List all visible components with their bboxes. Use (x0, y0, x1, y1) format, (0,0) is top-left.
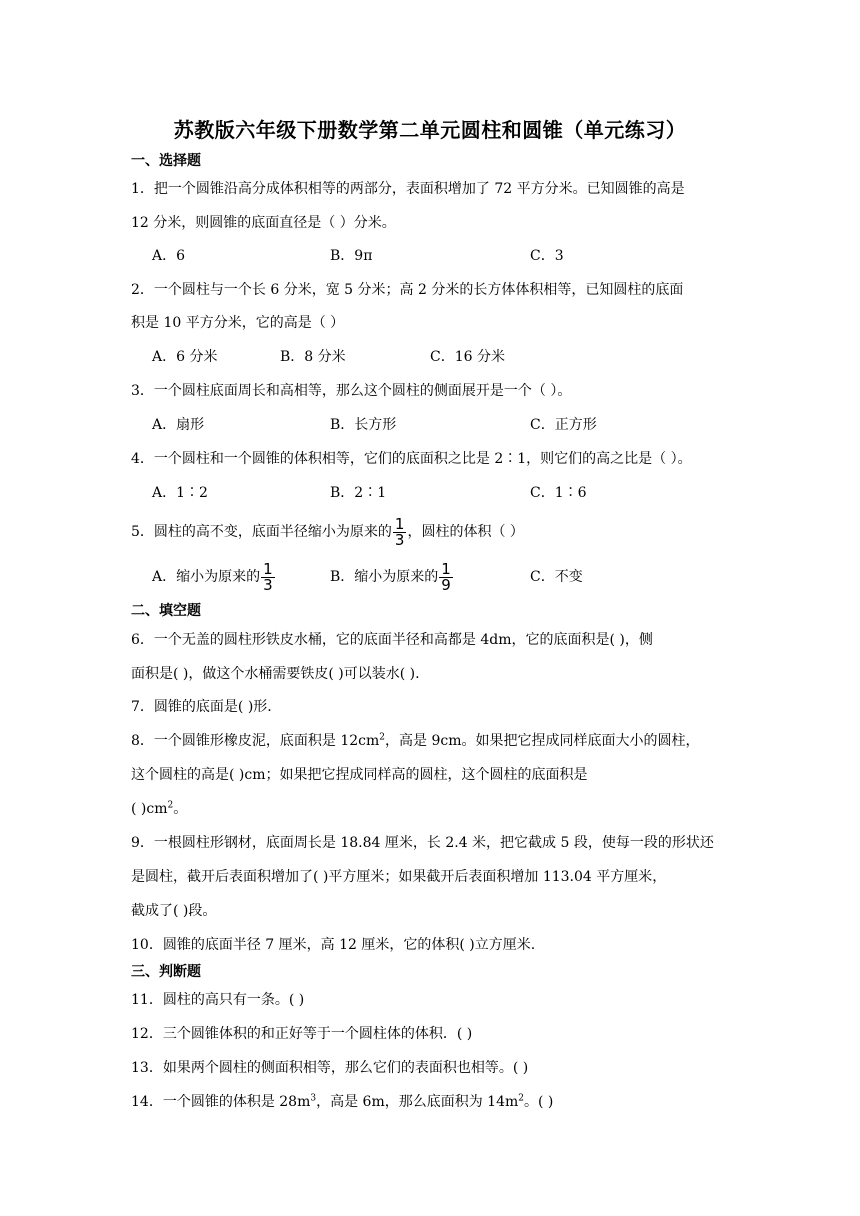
superscript-2: 2 (167, 800, 174, 811)
question-1-line-2: 12 分米，则圆锥的底面直径是（ ）分米。 (131, 215, 396, 231)
question-3-line-1: 3．一个圆柱底面周长和高相等，那么这个圆柱的侧面展开是一个（ ）。 (131, 383, 572, 399)
question-4-option-b: B．2∶1 (330, 485, 387, 501)
question-9-line-2: 是圆柱，截开后表面积增加了( )平方厘米；如果截开后表面积增加 113.04 平方厘米， (131, 869, 667, 885)
section-heading-choice: 一、选择题 (131, 153, 201, 169)
question-14-text-middle: ，高是 6m，那么底面积为 14m (316, 1094, 519, 1110)
question-2-option-a: A．6 分米 (152, 349, 218, 365)
question-4-line-1: 4．一个圆柱和一个圆锥的体积相等，它们的底面积之比是 2∶1，则它们的高之比是（ ）。 (131, 451, 692, 467)
superscript-3: 3 (310, 1093, 317, 1104)
question-8-blank: ( )cm (131, 801, 168, 817)
option-a-text: A．缩小为原来的 (152, 569, 261, 585)
page-title: 苏教版六年级下册数学第二单元圆柱和圆锥（单元练习） (173, 118, 687, 142)
section-heading-fill: 二、填空题 (131, 603, 201, 619)
question-13-line-1: 13．如果两个圆柱的侧面积相等，那么它们的表面积也相等。( ) (131, 1060, 529, 1076)
question-5-text-end: ，圆柱的体积（ ） (407, 524, 524, 540)
question-11-line-1: 11．圆柱的高只有一条。( ) (131, 992, 305, 1008)
fraction-one-third (393, 514, 407, 549)
question-2-option-c: C．16 分米 (430, 349, 505, 365)
question-7-line-1: 7．圆锥的底面是( )形. (131, 699, 272, 715)
question-9-line-3: 截成了( )段。 (131, 903, 217, 919)
question-6-line-1: 6．一个无盖的圆柱形铁皮水桶，它的底面半径和高都是 4dm，它的底面积是( )，侧 (131, 632, 653, 648)
question-5-text-start: 5．圆柱的高不变，底面半径缩小为原来的 (131, 524, 392, 540)
question-10-line-1: 10．圆锥的底面半径 7 厘米，高 12 厘米，它的体积( )立方厘米. (131, 937, 536, 953)
fraction-one-ninth (439, 559, 453, 594)
question-14-text-end: 。( ) (524, 1094, 554, 1110)
question-3-option-c: C．正方形 (530, 417, 597, 433)
question-1-option-a: A．6 (152, 248, 186, 264)
question-3-option-a: A．扇形 (152, 417, 205, 433)
superscript-2: 2 (379, 732, 386, 743)
question-1-option-b: B．9π (330, 248, 373, 264)
section-heading-judge: 三、判断题 (131, 964, 201, 980)
fraction-numerator: 1 (441, 559, 451, 578)
question-8-line-2: 这个圆柱的高是( )cm；如果把它捏成同样高的圆柱，这个圆柱的底面积是 (131, 767, 588, 783)
question-5-option-a (152, 561, 276, 593)
question-8-line-1 (131, 731, 700, 751)
question-4-option-c: C．1∶6 (530, 485, 587, 501)
superscript-2: 2 (518, 1093, 525, 1104)
question-9-line-1: 9．一根圆柱形钢材，底面周长是 18.84 厘米，长 2.4 米，把它截成 5 段，使每一段的形状还 (131, 835, 714, 851)
question-8-period: 。 (173, 801, 188, 817)
fraction-denominator: 3 (263, 575, 273, 594)
question-8-line-3 (131, 799, 187, 819)
fraction-denominator: 3 (394, 530, 405, 549)
question-5-line-1 (131, 516, 524, 548)
fraction-numerator: 1 (263, 559, 273, 578)
fraction-denominator: 9 (441, 575, 451, 594)
question-2-line-1: 2．一个圆柱与一个长 6 分米，宽 5 分米；高 2 分米的长方体体积相等，已知圆柱的底面 (131, 282, 684, 298)
fraction-one-third (261, 559, 275, 594)
question-5-option-b (330, 561, 454, 593)
question-8-text-end: ，高是 9cm。如果把它捏成同样底面大小的圆柱， (385, 733, 700, 749)
question-3-option-b: B．长方形 (330, 417, 397, 433)
question-5-option-c: C．不变 (530, 569, 583, 585)
question-4-option-a: A．1∶2 (152, 485, 208, 501)
question-1-line-1: 1．把一个圆锥沿高分成体积相等的两部分，表面积增加了 72 平方分米。已知圆锥的高是 (131, 181, 685, 197)
question-8-text-start: 8．一个圆锥形橡皮泥，底面积是 12cm (131, 733, 380, 749)
option-b-text: B．缩小为原来的 (330, 569, 439, 585)
fraction-numerator: 1 (394, 514, 405, 533)
question-6-line-2: 面积是( )，做这个水桶需要铁皮( )可以装水( ). (131, 666, 420, 682)
question-1-option-c: C．3 (530, 248, 564, 264)
question-2-option-b: B．8 分米 (280, 349, 346, 365)
question-12-line-1: 12．三个圆锥体积的和正好等于一个圆柱体的体积．( ) (131, 1026, 473, 1042)
question-14-line-1 (131, 1092, 553, 1112)
question-14-text-start: 14．一个圆锥的体积是 28m (131, 1094, 311, 1110)
question-2-line-2: 积是 10 平方分米，它的高是（ ） (131, 315, 345, 331)
